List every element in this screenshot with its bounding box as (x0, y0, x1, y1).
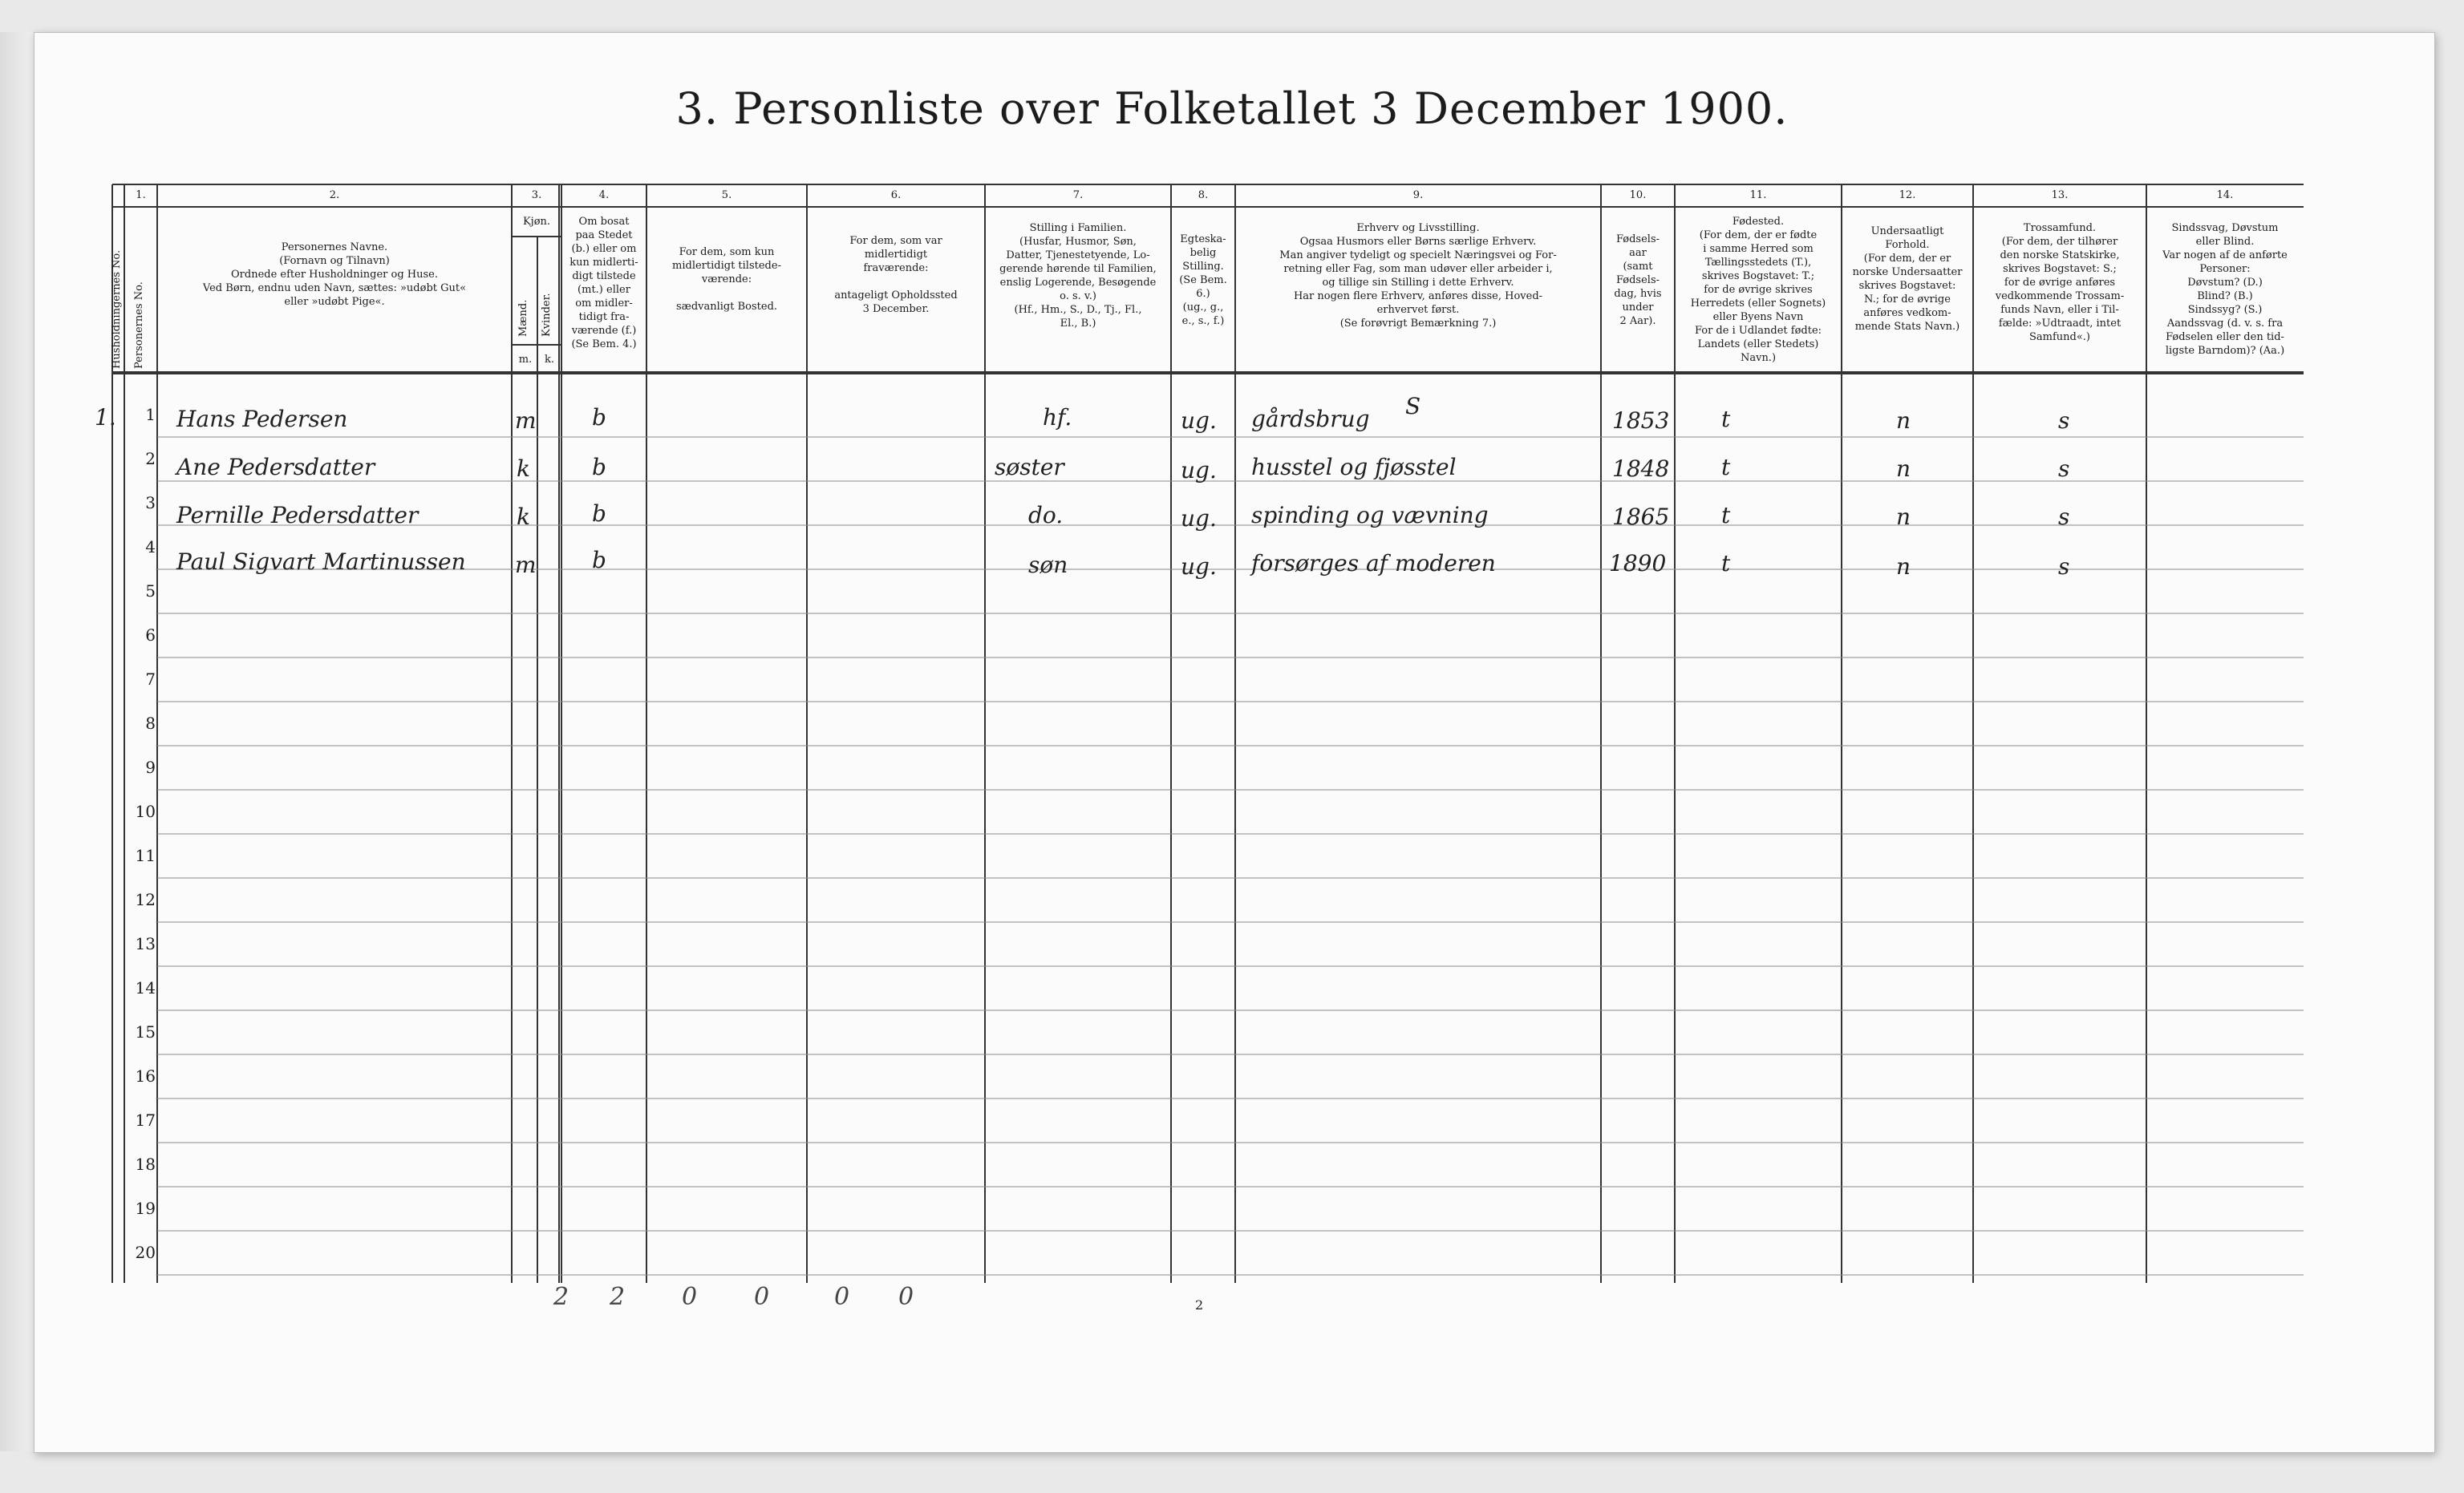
person-1-erhverv: gårdsbrug (1251, 406, 1370, 432)
row-number-12: 12 (135, 890, 156, 909)
person-1-undersaat: n (1896, 407, 1911, 434)
row-number-3: 3 (145, 493, 156, 512)
person-3-erhverv: spinding og vævning (1251, 502, 1489, 528)
col-number-4: 4. (598, 189, 610, 201)
person-1-tro: s (2058, 407, 2070, 434)
header-sindssvag: Sindssvag, Døvstum eller Blind. Var nogen af de anførte Personer: Døvstum? (D.) Blind? (B.) Sindssyg? (S.) Aandssvag (d. v. s. fra Fødselen eller den tid- ligste Barndom)? (Aa.) (2162, 222, 2288, 357)
person-4-bosat: b (592, 547, 606, 573)
header-personernes-no: Personernes No. (133, 281, 145, 369)
header-maend: Mænd. (517, 299, 529, 337)
row-number-15: 15 (135, 1022, 156, 1042)
tally-5: 0 (834, 1283, 850, 1311)
person-2-aar: 1848 (1612, 455, 1670, 482)
header-kvinder: Kvinder. (541, 293, 553, 337)
person-4-stilling: søn (1028, 552, 1068, 578)
header-k: k. (544, 354, 554, 366)
person-1-bosat: b (592, 404, 606, 431)
header-kjon: Kjøn. (522, 216, 551, 228)
col-number-5: 5. (721, 189, 732, 201)
header-tilstede: For dem, som kun midlertidigt tilstede- værende: sædvanligt Bosted. (672, 246, 781, 313)
col-number-6: 6. (890, 189, 902, 201)
person-2-sex: k (517, 455, 530, 482)
person-2-tro: s (2058, 455, 2070, 482)
col-number-12: 12. (1899, 189, 1916, 201)
person-2-name: Ane Pedersdatter (176, 454, 375, 480)
person-3-fodested: t (1721, 502, 1731, 528)
col-number-13: 13. (2051, 189, 2069, 201)
person-1-stilling: hf. (1043, 404, 1072, 431)
person-4-aar: 1890 (1609, 550, 1667, 577)
person-4-egteskab: ug. (1181, 553, 1217, 580)
person-2-fodested: t (1721, 454, 1731, 480)
person-2-erhverv: husstel og fjøsstel (1251, 454, 1457, 480)
person-4-sex: m (515, 552, 537, 578)
row-number-7: 7 (145, 670, 156, 689)
person-3-sex: k (517, 504, 530, 530)
col-number-7: 7. (1072, 189, 1084, 201)
row-number-11: 11 (135, 846, 156, 865)
person-4-tro: s (2058, 553, 2070, 580)
person-1-mark: S (1405, 393, 1421, 419)
row-number-8: 8 (145, 714, 156, 733)
person-4-erhverv: forsørges af moderen (1251, 550, 1496, 577)
row-number-17: 17 (135, 1111, 156, 1130)
header-undersaatligt: Undersaatligt Forhold. (For dem, der er norske Undersaatter skrives Bogstavet: N.; for de øvrige anføres vedkom- mende Stats Navn.) (1852, 225, 1963, 333)
col-number-9: 9. (1412, 189, 1424, 201)
header-fodested: Fødested. (For dem, der er fødte i samme Herred som Tællingsstedets (T.), skrives Bogstavet: T.; for de øvrige skrives Herredets (eller Sognets) eller Byens Navn For de i Udlandet fødte: Landets (eller Stedets) Navn.) (1690, 216, 1826, 364)
row-number-10: 10 (135, 802, 156, 821)
tally-4: 0 (754, 1283, 770, 1311)
person-3-aar: 1865 (1612, 504, 1670, 530)
household-number: 1. (95, 404, 116, 431)
tally-1: 2 (553, 1283, 569, 1311)
header-trossamfund: Trossamfund. (For dem, der tilhører den norske Statskirke, skrives Bogstavet: S.; for de øvrige anføres vedkommende Trossam- funds Navn, eller i Til- fælde: »Udtraadt, intet Samfund«.) (1995, 222, 2125, 343)
row-number-19: 19 (135, 1199, 156, 1218)
col-number-11: 11. (1749, 189, 1767, 201)
person-1-fodested: t (1721, 406, 1731, 432)
row-number-5: 5 (145, 581, 156, 601)
row-number-1: 1 (145, 405, 156, 424)
row-number-14: 14 (135, 978, 156, 997)
person-3-bosat: b (592, 500, 606, 527)
page-number: 2 (1195, 1297, 1204, 1313)
tally-3: 0 (682, 1283, 698, 1311)
row-number-16: 16 (135, 1066, 156, 1086)
person-3-name: Pernille Pedersdatter (176, 502, 419, 528)
tally-6: 0 (898, 1283, 914, 1311)
person-2-stilling: søster (995, 454, 1064, 480)
col-number-8: 8. (1198, 189, 1209, 201)
row-number-6: 6 (145, 625, 156, 645)
person-3-tro: s (2058, 504, 2070, 530)
row-number-9: 9 (145, 758, 156, 777)
row-number-20: 20 (135, 1243, 156, 1262)
person-4-name: Paul Sigvart Martinussen (176, 548, 466, 575)
header-m: m. (518, 354, 533, 366)
row-number-4: 4 (145, 537, 156, 556)
person-1-egteskab: ug. (1181, 407, 1217, 434)
person-2-undersaat: n (1896, 455, 1911, 482)
person-3-undersaat: n (1896, 504, 1911, 530)
header-fodselsaar: Fødsels- aar (samt Fødsels- dag, hvis under 2 Aar). (1614, 233, 1662, 327)
header-erhverv: Erhverv og Livsstilling. Ogsaa Husmors eller Børns særlige Erhverv. Man angiver tydeligt og specielt Næringsvei og For- retning eller Fag, som man udøver eller arbeider i, og tillige sin Stilling i dette Erhverv. Har nogen flere Erhverv, anføres disse, Hoved- erhvervet først. (Se forøvrigt Bemærkning 7.) (1279, 222, 1557, 330)
header-bosat: Om bosat paa Stedet (b.) eller om kun midlerti- digt tilstede (mt.) eller om midler- tidigt fra- værende (f.) (Se Bem. 4.) (569, 216, 638, 350)
tally-2: 2 (610, 1283, 626, 1311)
col-number-2: 2. (329, 189, 340, 201)
col-number-1: 1. (136, 189, 146, 201)
person-3-stilling: do. (1028, 502, 1064, 528)
header-egteskab: Egteska- belig Stilling. (Se Bem. 6.) (ug., g., e., s., f.) (1179, 233, 1227, 327)
col-number-14: 14. (2216, 189, 2234, 201)
person-1-sex: m (515, 407, 537, 434)
person-4-undersaat: n (1896, 553, 1911, 580)
col-number-10: 10. (1629, 189, 1647, 201)
page-title: 3. Personliste over Folketallet 3 December 1900. (675, 83, 1789, 134)
header-navne: Personernes Navne. (Fornavn og Tilnavn) Ordnede efter Husholdninger og Huse. Ved Børn, endnu uden Navn, sættes: »udøbt Gut« eller »udøbt Pige«. (202, 241, 467, 308)
person-1-name: Hans Pedersen (176, 406, 348, 432)
person-2-egteskab: ug. (1181, 457, 1217, 484)
person-4-fodested: t (1721, 550, 1731, 577)
header-fravaerende: For dem, som var midlertidigt fraværende: antageligt Opholdssted 3 December. (834, 235, 958, 315)
person-1-aar: 1853 (1612, 407, 1670, 434)
header-stilling: Stilling i Familien. (Husfar, Husmor, Søn, Datter, Tjenestetyende, Lo- gerende hørende til Familien, enslig Logerende, Besøgende o. s. v.) (Hf., Hm., S., D., Tj., Fl., El., B.) (999, 222, 1157, 330)
row-number-13: 13 (135, 934, 156, 953)
person-2-bosat: b (592, 454, 606, 480)
row-number-2: 2 (145, 449, 156, 468)
header-husholdning: Husholdningernes No. (111, 249, 123, 369)
col-number-3: 3. (531, 189, 542, 201)
row-number-18: 18 (135, 1155, 156, 1174)
person-3-egteskab: ug. (1181, 505, 1217, 532)
